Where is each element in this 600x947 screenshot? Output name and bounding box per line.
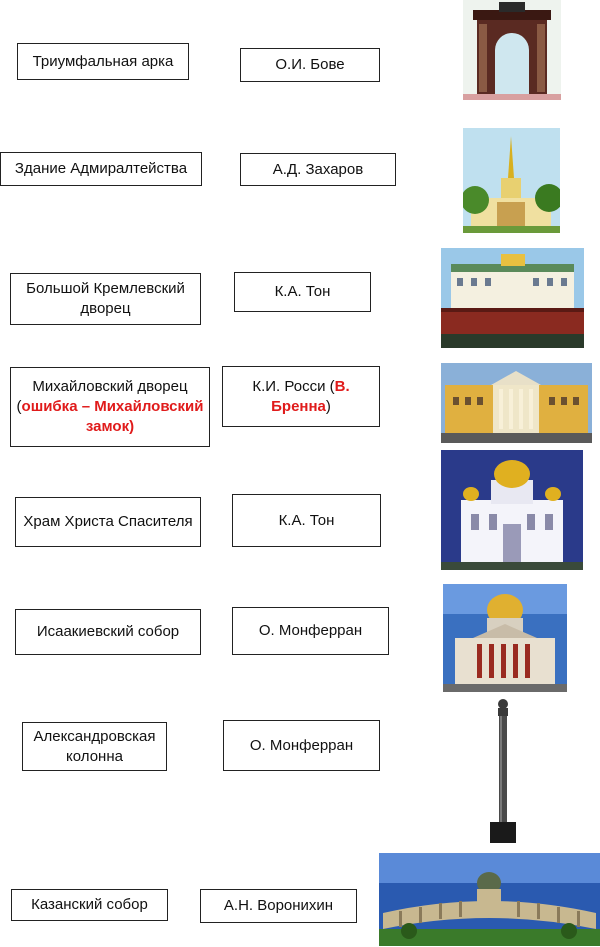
monument-box-triumphal-arch: [17, 43, 189, 80]
architect-label: О. Монферран: [249, 736, 354, 754]
monument-box-kazan: [11, 889, 168, 921]
architect-box-zakharov: [240, 153, 396, 186]
architect-label: А.Д. Захаров: [272, 160, 364, 178]
triumphal-arch-photo: [463, 0, 561, 100]
architect-box-rossi: [222, 366, 380, 427]
mikhailovsky-photo: [441, 363, 592, 443]
error-note: ошибка – Михайловский замок): [21, 398, 204, 435]
architect-box-montferrand-1: [232, 607, 389, 655]
architect-box-ton-2: [232, 494, 381, 547]
st-isaac-photo: [443, 584, 567, 692]
architect-label: А.Н. Воронихин: [223, 897, 334, 914]
monument-box-st-isaac: [15, 609, 201, 655]
kazan-cathedral-photo: [379, 853, 600, 946]
monument-box-kremlin-palace: [10, 273, 201, 325]
architect-label: К.И. Росси (: [252, 377, 335, 395]
monument-label: Большой Кремлевский дворец: [26, 280, 185, 317]
alexander-column-photo: [488, 696, 518, 843]
kremlin-palace-photo: [441, 248, 584, 348]
monument-box-mikhailovsky: [10, 367, 210, 447]
architect-label: О.И. Бове: [275, 56, 345, 73]
monument-label: Александровская колонна: [33, 727, 156, 765]
correct-architect-note: В. Бренна: [271, 377, 350, 415]
monument-box-alexander-column: [22, 722, 167, 771]
architect-box-voronikhin: [200, 889, 357, 923]
architect-box-bove: [240, 48, 380, 82]
architect-label: О. Монферран: [258, 622, 363, 639]
architect-label: К.А. Тон: [274, 283, 331, 300]
monument-label: Михайловский дворец: [32, 378, 188, 395]
monument-box-christ-savior: [15, 497, 201, 547]
monument-label: Исаакиевский собор: [36, 623, 180, 640]
architect-label: К.А. Тон: [278, 511, 335, 529]
monument-label: Казанский собор: [31, 896, 148, 913]
monument-label: Здание Адмиралтейства: [14, 160, 188, 177]
architect-close: ): [325, 397, 331, 415]
cathedral-christ-photo: [441, 450, 583, 570]
monument-note-open: (: [16, 398, 22, 415]
monument-label: Храм Христа Спасителя: [23, 513, 193, 530]
admiralty-photo: [463, 128, 560, 233]
architect-box-ton-1: [234, 272, 371, 312]
monument-box-admiralty: [0, 152, 202, 186]
monument-label: Триумфальная арка: [32, 52, 174, 70]
architect-box-montferrand-2: [223, 720, 380, 771]
